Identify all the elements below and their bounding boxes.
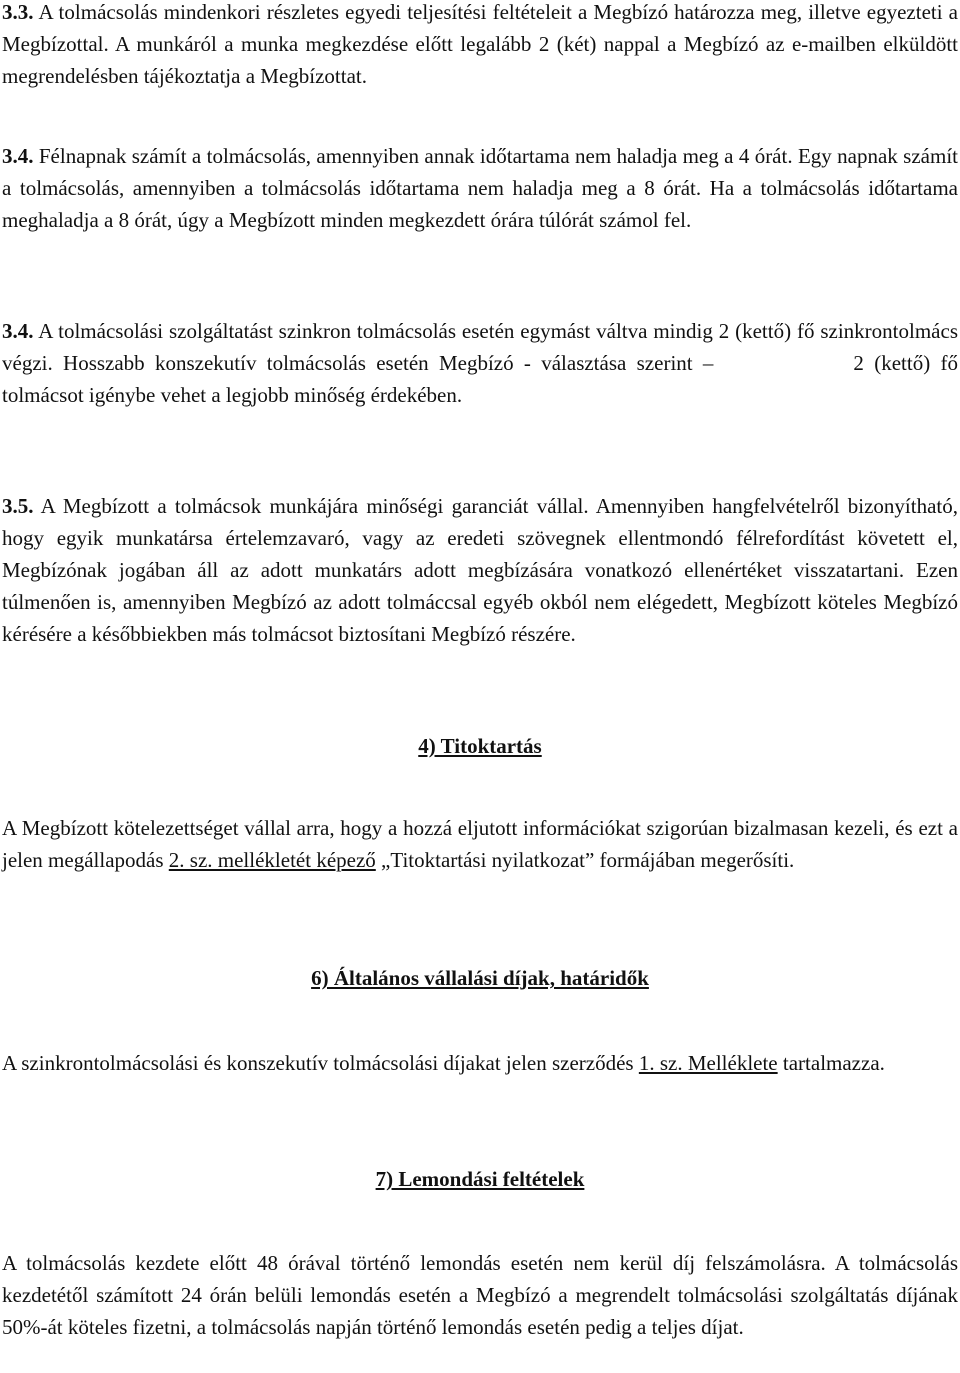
paragraph-3-3 <box>2 0 958 92</box>
paragraph-text: Félnapnak számít a tolmácsolás, amennyiben annak időtartama nem haladja meg a 4 órát. Egy napnak számít a tolmácsolás, amennyiben a tolmácsolás időtartama nem haladja meg a 8 órát. Ha a tolmácsolás időtartama meghaladja a 8 órát, úgy a Megbízott minden megkezdett órára túlórát számol fel. <box>2 144 958 232</box>
annex-reference-link[interactable]: 2. sz. mellékletét képező <box>168 848 376 872</box>
paragraph-lemondas <box>2 1247 958 1343</box>
paragraph-text: A szinkrontolmácsolási és konszekutív tolmácsolási díjakat jelen szerződés <box>2 1051 634 1075</box>
paragraph-dijak <box>2 1047 958 1079</box>
paragraph-3-4-a <box>2 140 958 236</box>
paragraph-text-continued: tartalmazza. <box>782 1051 885 1075</box>
heading-altalanos-dijak: 6) Általános vállalási díjak, határidők <box>311 966 649 990</box>
paragraph-titoktartas <box>2 812 958 876</box>
paragraph-text: A Megbízott kötelezettséget vállal arra, hogy a hozzá eljutott információkat szigorúan bizalmasan kezeli, és ezt a jelen megállapodás <box>2 816 958 872</box>
paragraph-text-continued: „Titoktartási nyilatkozat” formájában megerősíti. <box>381 848 795 872</box>
annex-reference-link[interactable]: 1. sz. Melléklete <box>638 1051 778 1075</box>
paragraph-text: A Megbízott a tolmácsok munkájára minőségi garanciát vállal. Amennyiben hangfelvételről bizonyítható, hogy egyik munkatársa értelemzavaró, vagy az eredeti szövegnek ellentmondó félrefordítást követett el, Megbízónak jogában áll az adott munkatárs adott megbízására vonatkozó ellenértéket visszatartani. Ezen túlmenően is, amennyiben Megbízó az adott tolmáccsal egyéb okból nem elégedett, Megbízott köteles Megbízó kérésére a későbbiekben más tolmácsot biztosítani Megbízó részére. <box>2 494 958 646</box>
paragraph-text: A tolmácsolási szolgáltatást szinkron tolmácsolás esetén egymást váltva mindig 2 (kettő) fő szinkrontolmács végzi. Hosszabb konszekutív tolmácsolás esetén Megbízó - választása szerint – <box>2 319 958 375</box>
section-number: 3.4. <box>2 319 34 343</box>
paragraph-3-4-b <box>2 315 958 411</box>
paragraph-text: A tolmácsolás kezdete előtt 48 órával történő lemondás esetén nem kerül díj felszámolásra. A tolmácsolás kezdetétől számított 24 órán belüli lemondás esetén a Megbízó a megrendelt tolmácsolási szolgáltatás díjának 50%-át köteles fizetni, a tolmácsolás napján történő lemondás esetén pedig a teljes díjat. <box>2 1251 958 1339</box>
paragraph-text: A tolmácsolás mindenkori részletes egyedi teljesítési feltételeit a Megbízó határozza meg, illetve egyezteti a Megbízottal. A munkáról a munka megkezdése előtt legalább 2 (két) nappal a Megbízó az e-mailben elküldött megrendelésben tájékoztatja a Megbízottat. <box>2 0 958 88</box>
paragraph-text-continued: 2 (kettő) fő tolmácsot igénybe vehet a legjobb minőség érdekében. <box>2 351 958 407</box>
paragraph-3-5 <box>2 490 958 650</box>
heading-lemondasi-feltetelek: 7) Lemondási feltételek <box>375 1167 585 1191</box>
section-number: 3.4. <box>2 144 34 168</box>
section-number: 3.3. <box>2 0 34 24</box>
section-number: 3.5. <box>2 494 34 518</box>
heading-titoktartas: 4) Titoktartás <box>418 734 542 758</box>
